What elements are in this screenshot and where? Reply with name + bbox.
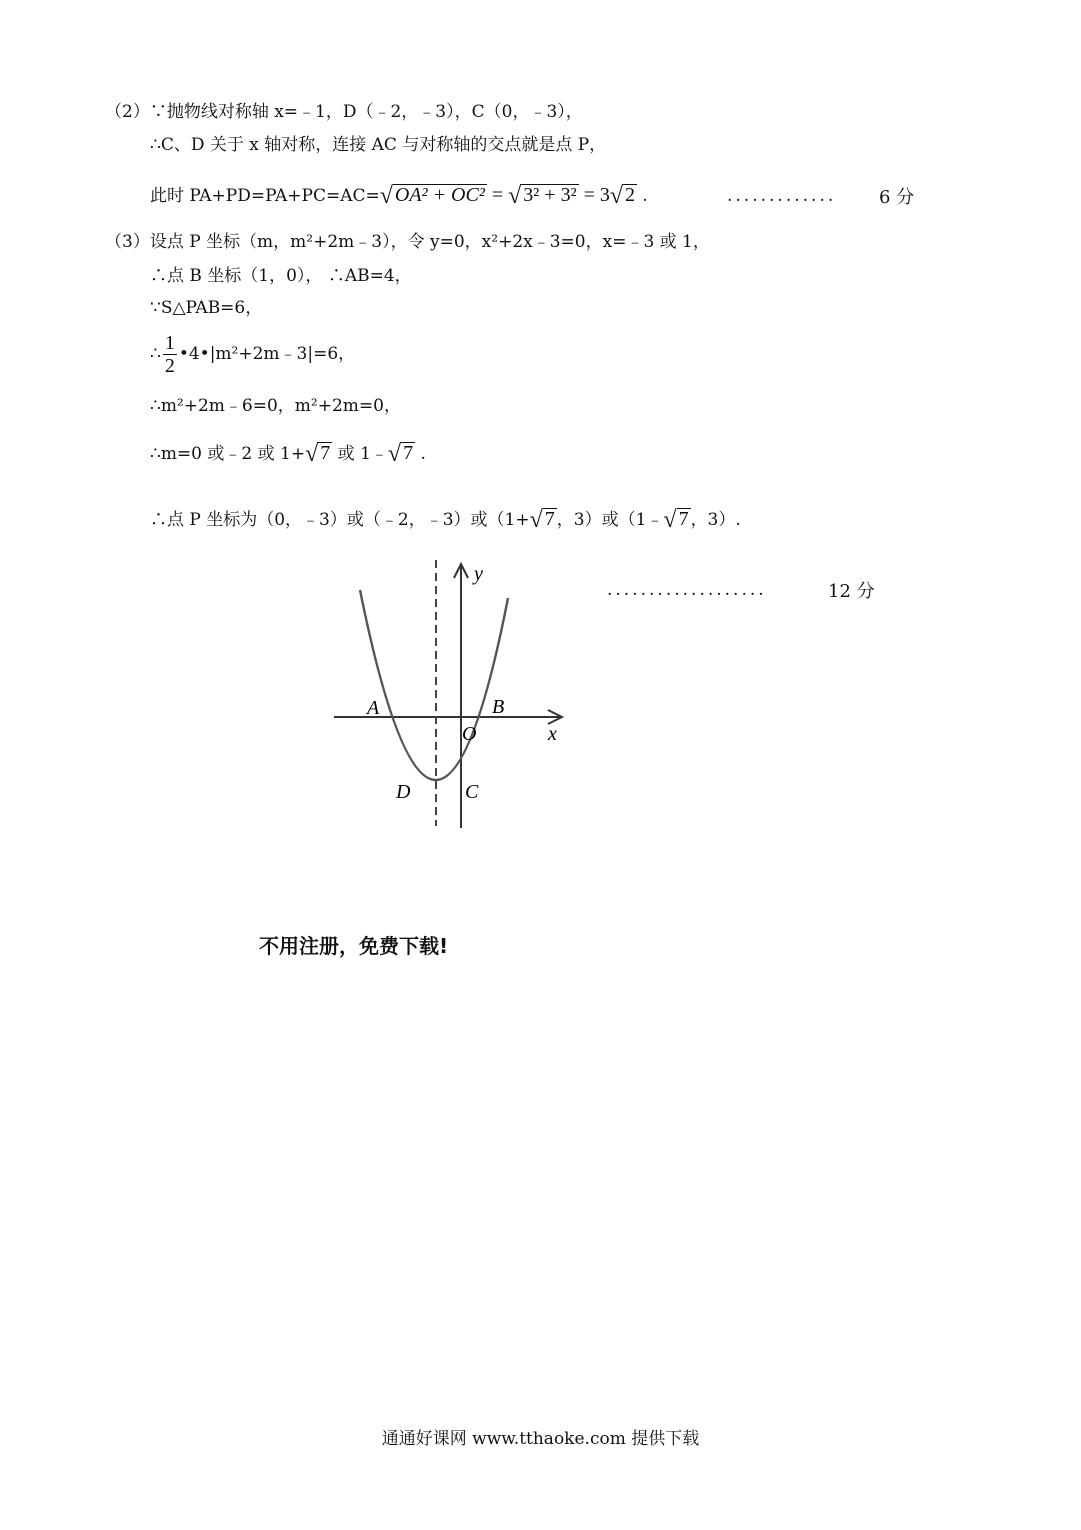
label-y: y — [474, 563, 483, 585]
part3-line5: ∴m²+2m﹣6=0，m²+2m=0， — [150, 396, 401, 416]
sqrt-3-3-radicand: 3² + 3² — [523, 184, 577, 206]
part2-line3-prefix: 此时 PA+PD=PA+PC=AC= — [150, 186, 380, 206]
sqrt-2-radicand: 2 — [625, 184, 636, 206]
part3-line4-prefix: ∴ — [150, 344, 161, 364]
score-leader-dots-2: ................... — [607, 580, 767, 600]
sqrt-7-c-radicand: 7 — [544, 508, 555, 530]
part3-line6 — [150, 442, 426, 465]
sqrt-oa-oc-radicand: OA² + OC² — [394, 184, 485, 206]
part2-line3 — [150, 184, 648, 207]
part3-line4-rest: •4•|m²+2m﹣3|=6， — [178, 344, 356, 364]
part3-line4 — [150, 332, 355, 377]
sqrt-7-d-radicand: 7 — [678, 508, 689, 530]
promo-text: 不用注册，免费下载! — [259, 934, 449, 958]
fraction-one-half — [163, 332, 177, 377]
label-B: B — [492, 696, 505, 718]
part2-line2: ∴C、D 关于 x 轴对称，连接 AC 与对称轴的交点就是点 P， — [150, 135, 607, 155]
sqrt-7-b: √ 7 — [387, 441, 414, 467]
sqrt-2: √ 2 — [609, 183, 636, 209]
label-C: C — [465, 781, 479, 803]
label-A: A — [367, 697, 380, 719]
part3-line7-b: ，3）或（1﹣ — [556, 510, 664, 530]
parabola-figure — [330, 560, 570, 832]
sqrt-7-a: √ 7 — [305, 441, 331, 467]
sqrt-7-c: √ 7 — [529, 507, 555, 533]
sqrt-7-d: √ 7 — [663, 507, 689, 533]
part3-line7-end: ，3）. — [690, 510, 741, 530]
fraction-numerator: 1 — [164, 332, 175, 354]
sqrt-7-a-radicand: 7 — [320, 442, 331, 464]
part3-line7-a: ∴点 P 坐标为（0，﹣3）或（﹣2，﹣3）或（1+ — [150, 510, 530, 530]
part3-line1: （3）设点 P 坐标（m，m²+2m﹣3），令 y=0，x²+2x﹣3=0，x=﹣3 或 1， — [105, 232, 710, 252]
part3-line3: ∵S△PAB=6， — [150, 298, 263, 318]
score-12: 12 分 — [828, 581, 875, 602]
part3-line6-a: ∴m=0 或﹣2 或 1+ — [150, 444, 306, 464]
part3-line6-end: . — [415, 444, 426, 464]
label-O: O — [462, 723, 477, 745]
part3-line6-b: 或 1﹣ — [332, 444, 388, 464]
part3-line7 — [150, 508, 741, 531]
sqrt-3-3: √ 3² + 3² — [508, 183, 577, 209]
part2-line3-eq: = — [486, 184, 509, 206]
footer-text: 通通好课网 www.tthaoke.com 提供下载 — [381, 1429, 700, 1449]
part3-line2: ∴点 B 坐标（1，0）， ∴AB=4， — [150, 266, 412, 286]
sqrt-7-b-radicand: 7 — [403, 442, 414, 464]
sqrt-oa-oc: √ OA² + OC² — [379, 183, 485, 209]
part2-line1: （2）∵抛物线对称轴 x=﹣1，D（﹣2，﹣3），C（0，﹣3）， — [105, 102, 583, 122]
score-6: 6 分 — [879, 187, 915, 208]
fraction-denominator: 2 — [164, 355, 175, 377]
parabola-curve — [360, 590, 508, 780]
part2-line3-result: = 3 — [578, 184, 610, 206]
part2-line3-end: . — [637, 186, 648, 206]
label-D: D — [396, 781, 411, 803]
label-x: x — [548, 723, 557, 745]
score-leader-dots-1: ............. — [727, 186, 837, 206]
